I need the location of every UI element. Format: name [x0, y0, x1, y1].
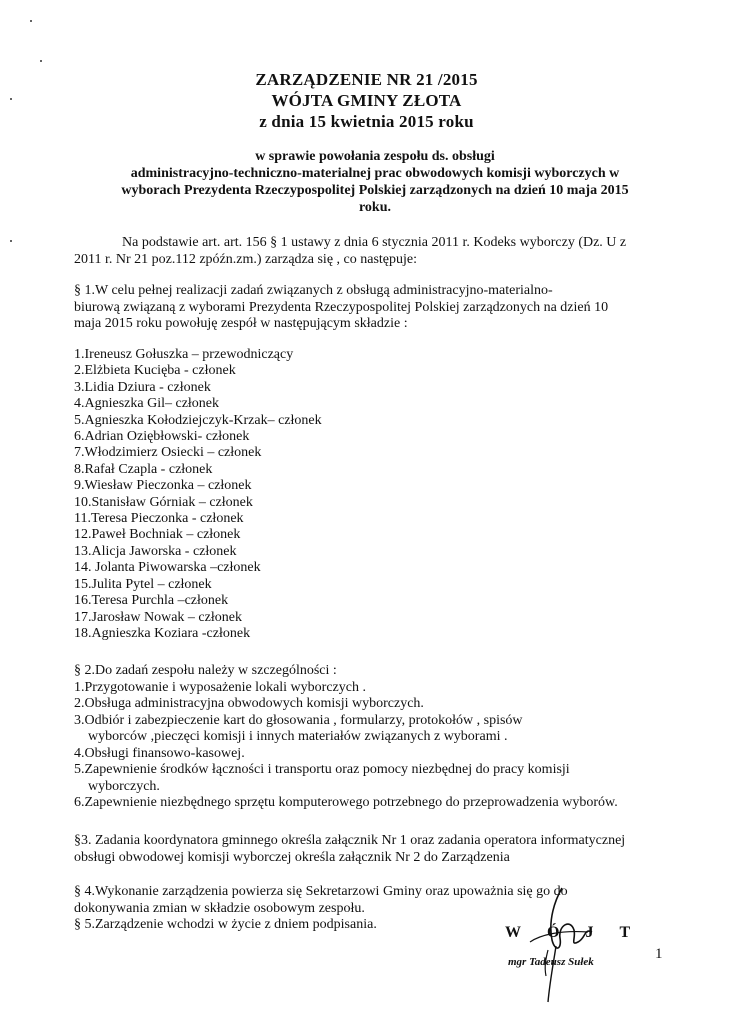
- member-item: 11.Teresa Pieczonka - członek: [74, 511, 244, 527]
- member-item: 12.Paweł Bochniak – członek: [74, 527, 241, 543]
- member-item: 5.Agnieszka Kołodziejczyk-Krzak– członek: [74, 412, 322, 428]
- task-item: 5.Zapewnienie środków łączności i transportu oraz pomocy niezbędnej do pracy komisji: [74, 762, 570, 777]
- member-item: 6.Adrian Oziębłowski- członek: [74, 429, 250, 445]
- signatory-name: mgr Tadeusz Sułek: [508, 956, 594, 968]
- member-item: 17.Jarosław Nowak – członek: [74, 609, 242, 625]
- section-line: §3. Zadania koordynatora gminnego określa załącznik Nr 1 oraz zadania operatora informatycznej: [74, 833, 626, 848]
- section-line: § 1.W celu pełnej realizacji zadań związanych z obsługą administracyjno-materialno-: [74, 283, 553, 298]
- member-item: 10.Stanisław Górniak – członek: [74, 494, 253, 510]
- section-line: obsługi obwodowej komisji wyborczej określa załącznik Nr 2 do Zarządzenia: [74, 849, 510, 865]
- member-item: 8.Rafał Czapla - członek: [74, 461, 213, 477]
- member-item: 14. Jolanta Piwowarska –członek: [74, 560, 261, 576]
- document-title: ZARZĄDZENIE NR 21 /2015: [255, 70, 478, 89]
- section-1: [74, 283, 684, 333]
- task-item: 6.Zapewnienie niezbędnego sprzętu komputerowego potrzebnego do przeprowadzenia wyborów.: [74, 795, 618, 810]
- task-item: 1.Przygotowanie i wyposażenie lokali wyborczych .: [74, 679, 366, 695]
- member-item: 18.Agnieszka Koziara -członek: [74, 625, 251, 641]
- members-list: [74, 347, 634, 642]
- subject-line: roku.: [358, 200, 392, 215]
- subject-line: w sprawie powołania zespołu ds. obsługi: [255, 149, 495, 164]
- scan-speck: [30, 20, 32, 22]
- subject-line: wyborach Prezydenta Rzeczypospolitej Polskiej zarządzonych na dzień 10 maja 2015: [121, 183, 629, 198]
- member-item: 3.Lidia Dziura - członek: [74, 379, 211, 395]
- section-line: § 2.Do zadań zespołu należy w szczególności :: [74, 663, 337, 678]
- preamble-line: 2011 r. Nr 21 poz.112 zpóźn.zm.) zarządza się , co następuje:: [74, 251, 417, 267]
- task-item: 4.Obsługi finansowo-kasowej.: [74, 745, 245, 761]
- section-5: § 5.Zarządzenie wchodzi w życie z dniem podpisania.: [74, 917, 377, 932]
- task-item: 3.Odbiór i zabezpieczenie kart do głosowania , formularzy, protokołów , spisów: [74, 712, 523, 728]
- preamble: [74, 235, 684, 268]
- task-item: wyborców ,pieczęci komisji i innych materiałów związanych z wyborami .: [88, 729, 508, 744]
- member-item: 2.Elżbieta Kucięba - członek: [74, 363, 236, 379]
- member-item: 7.Włodzimierz Osiecki – członek: [74, 445, 262, 461]
- document-date: z dnia 15 kwietnia 2015 roku: [259, 112, 474, 131]
- preamble-line: Na podstawie art. art. 156 § 1 ustawy z dnia 6 stycznia 2011 r. Kodeks wyborczy (Dz. U z: [122, 235, 627, 250]
- section-line: § 4.Wykonanie zarządzenia powierza się Sekretarzowi Gminy oraz upoważnia się go do: [74, 884, 568, 899]
- section-line: maja 2015 roku powołuję zespół w następującym składzie :: [74, 316, 408, 331]
- issuer-title: WÓJTA GMINY ZŁOTA: [271, 91, 462, 110]
- member-item: 4.Agnieszka Gil– członek: [74, 396, 220, 412]
- scan-speck: [10, 240, 12, 242]
- signature-title: WÓJT: [505, 924, 657, 941]
- member-item: 1.Ireneusz Gołuszka – przewodniczący: [74, 347, 294, 362]
- section-line: dokonywania zmian w składzie osobowym zespołu.: [74, 900, 365, 916]
- member-item: 16.Teresa Purchla –członek: [74, 593, 229, 609]
- task-item: wyborczych.: [88, 778, 160, 794]
- section-line: biurową związaną z wyborami Prezydenta Rzeczypospolitej Polskiej zarządzonych na dzień 10: [74, 299, 609, 315]
- scan-speck: [40, 60, 42, 62]
- page-number: 1: [655, 946, 663, 962]
- section-2: [74, 663, 684, 812]
- member-item: 9.Wiesław Pieczonka – członek: [74, 478, 252, 494]
- section-3: [74, 833, 684, 866]
- subject-line: administracyjno-techniczno-materialnej prac obwodowych komisji wyborczych w: [130, 166, 620, 181]
- member-item: 13.Alicja Jaworska - członek: [74, 543, 237, 559]
- handwritten-signature: [500, 880, 610, 1005]
- task-item: 2.Obsługa administracyjna obwodowych komisji wyborczych.: [74, 696, 424, 711]
- document-subject: [95, 148, 655, 216]
- member-item: 15.Julita Pytel – członek: [74, 576, 212, 592]
